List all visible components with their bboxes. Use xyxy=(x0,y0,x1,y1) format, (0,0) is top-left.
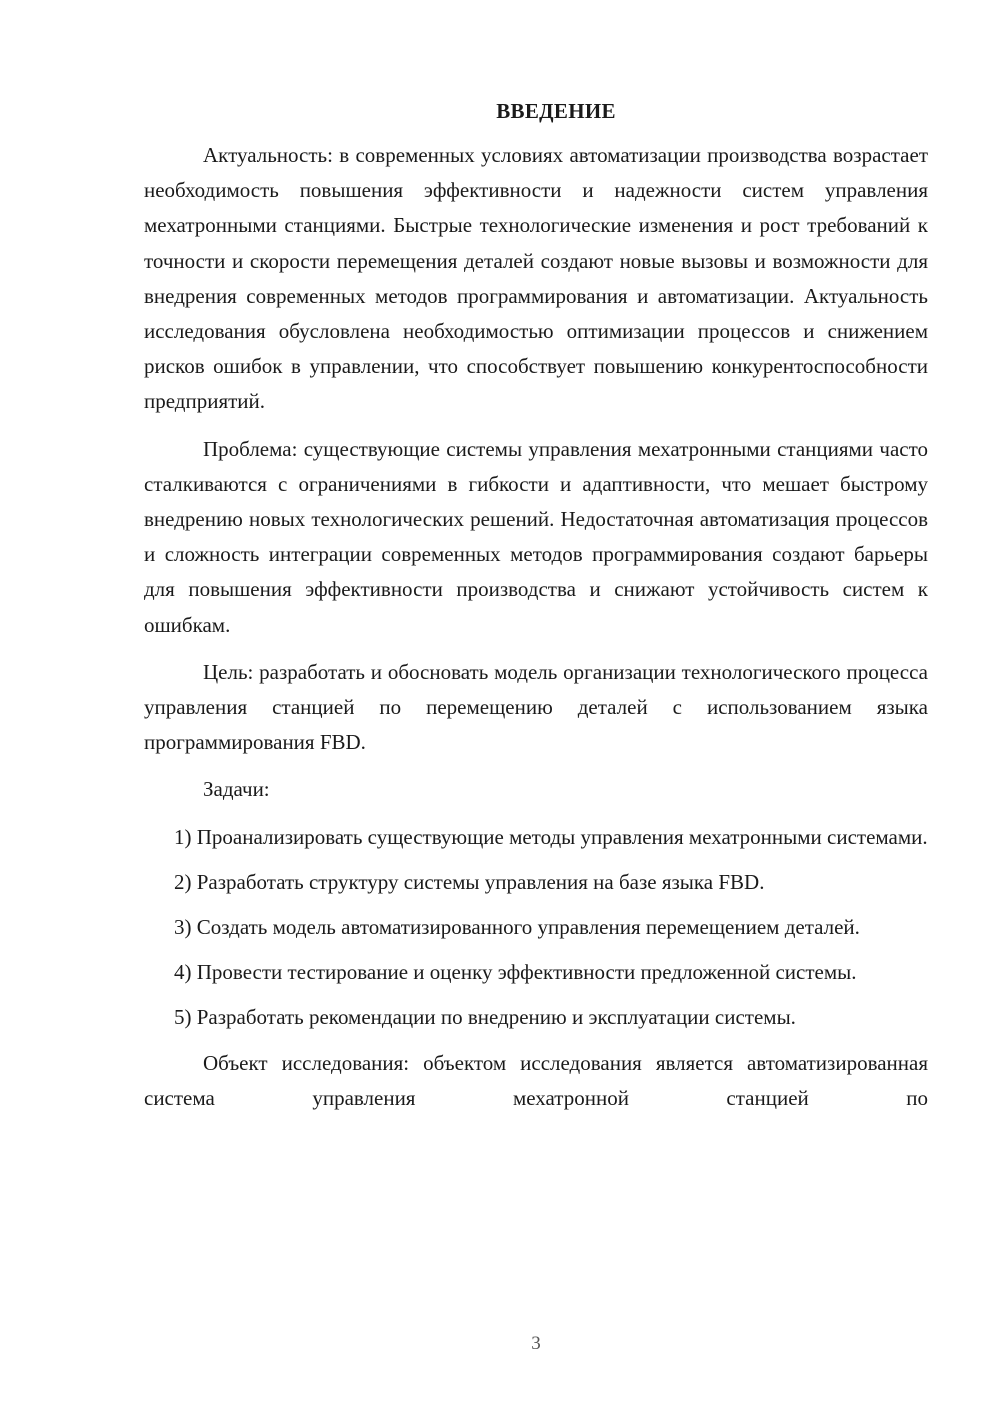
page-number: 3 xyxy=(531,1333,541,1354)
task-item-3: 3) Создать модель автоматизированного управления перемещением деталей. xyxy=(174,915,860,940)
task-item-4: 4) Провести тестирование и оценку эффективности предложенной системы. xyxy=(174,960,857,985)
paragraph-object: Объект исследования: объектом исследования является автоматизированная система управления мехатронной станцией по xyxy=(144,1050,928,1110)
task-item-1: 1) Проанализировать существующие методы управления мехатронными системами. xyxy=(174,824,928,849)
task-item-2: 2) Разработать структуру системы управления на базе языка FBD. xyxy=(174,869,765,894)
section-title: ВВЕДЕНИЕ xyxy=(496,99,616,123)
page-content xyxy=(144,96,928,1116)
paragraph-goal: Цель: разработать и обосновать модель организации технологического процесса управления станцией по перемещению деталей с использованием языка программирования FBD. xyxy=(144,659,928,755)
task-item-5: 5) Разработать рекомендации по внедрению и эксплуатации системы. xyxy=(174,1005,796,1030)
tasks-heading: Задачи: xyxy=(203,777,270,802)
paragraph-problem: Проблема: существующие системы управления мехатронными станциями часто сталкиваются с ограничениями в гибкости и адаптивности, что мешает быстрому внедрению новых технологических решений. Недостаточная автоматизация процессов и сложность интеграции современных методов программирования создают барьеры для повышения эффективности производства и снижают устойчивость систем к ошибкам. xyxy=(144,436,928,637)
paragraph-relevance: Актуальность: в современных условиях автоматизации производства возрастает необходимость повышения эффективности и надежности систем управления мехатронными станциями. Быстрые технологические изменения и рост требований к точности и скорости перемещения деталей создают новые вызовы и возможности для внедрения современных методов программирования и автоматизации. Актуальность исследования обусловлена необходимостью оптимизации процессов и снижением рисков ошибок в управлении, что способствует повышению конкурентоспособности предприятий. xyxy=(144,143,928,414)
